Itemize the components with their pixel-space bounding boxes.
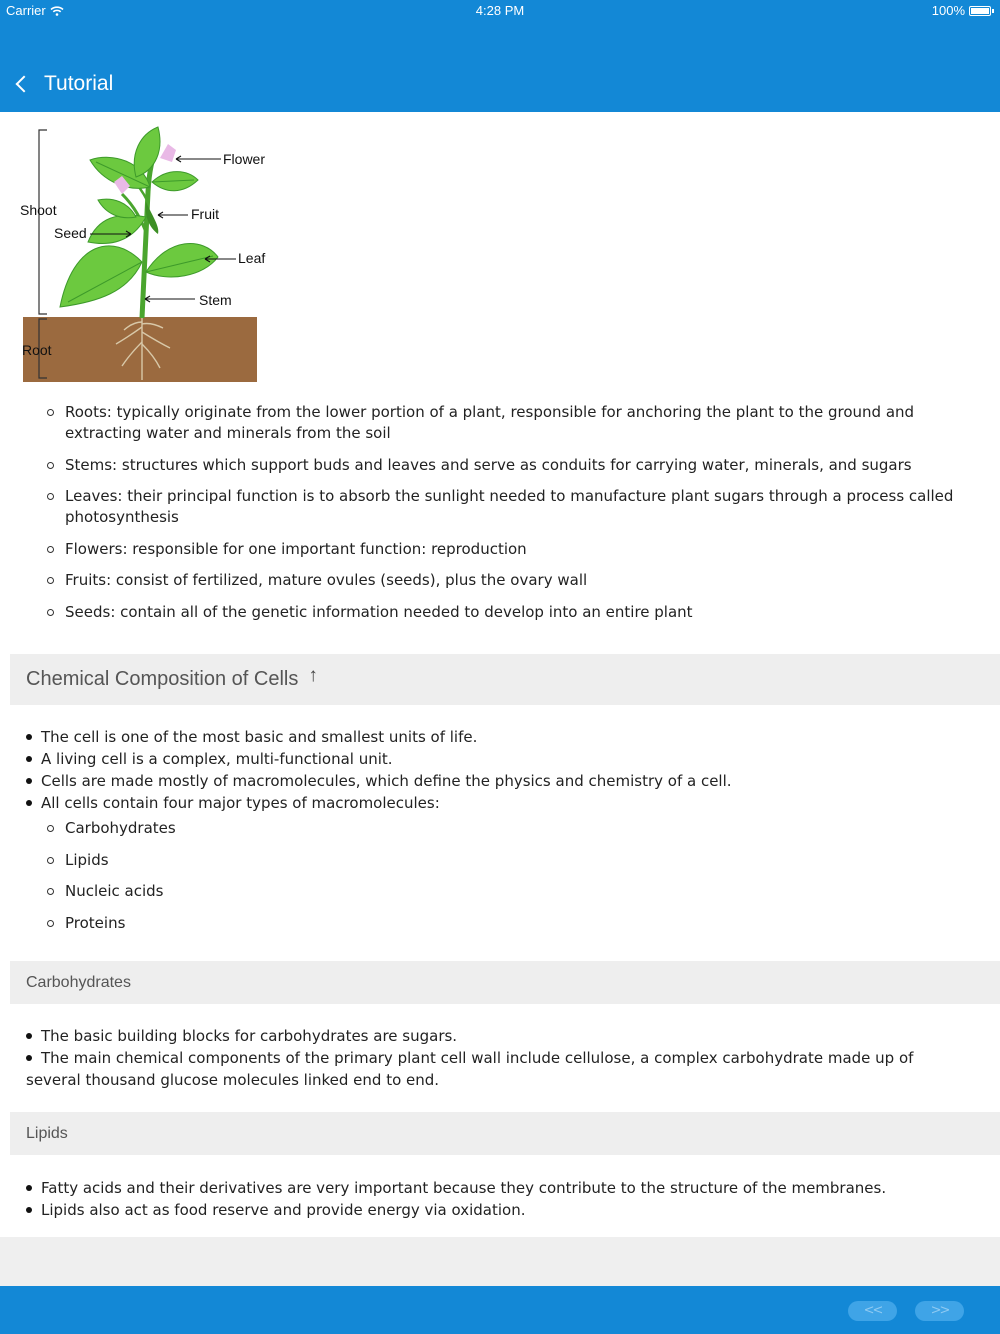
list-item: Fruits: consist of fertilized, mature ovules (seeds), plus the ovary wall (0, 570, 1000, 591)
section-header-chemical-composition[interactable] (10, 654, 1000, 705)
soil-block (23, 317, 257, 382)
top-bar (0, 0, 1000, 112)
flower-label: Flower (223, 151, 266, 167)
chem-bullet-list (0, 726, 1000, 814)
battery-tip (992, 9, 994, 13)
seed-label: Seed (54, 225, 87, 241)
macromolecule-list (0, 818, 1000, 944)
list-item: Roots: typically originate from the lower portion of a plant, responsible for anchoring the plant to the ground and extracting water and minerals from the soil (0, 402, 1000, 444)
plant-parts-list (0, 402, 1000, 633)
list-item: The main chemical components of the primary plant cell wall include cellulose, a complex carbohydrate made up of several thousand glucose molecules linked end to end. (0, 1047, 1000, 1091)
section-header-lipids (10, 1112, 1000, 1155)
list-item: Lipids also act as food reserve and provide energy via oxidation. (0, 1199, 1000, 1221)
lipids-bullet-list (0, 1177, 1000, 1221)
plant-parts-diagram (18, 122, 278, 384)
previous-page-button[interactable] (848, 1301, 897, 1321)
battery-percent: 100% (931, 3, 965, 18)
leaf-label: Leaf (238, 250, 266, 266)
stem-label: Stem (199, 292, 232, 308)
arrow-up-icon[interactable]: ↑ (308, 664, 318, 686)
list-item: Lipids (0, 850, 1000, 871)
list-item: Stems: structures which support buds and leaves and serve as conduits for carrying water, minerals, and sugars (0, 455, 1000, 476)
back-button[interactable] (14, 72, 113, 96)
list-item: Nucleic acids (0, 881, 1000, 902)
chevron-left-icon (16, 76, 33, 93)
section-title: Carbohydrates (26, 973, 131, 991)
list-item: Seeds: contain all of the genetic information needed to develop into an entire plant (0, 602, 1000, 623)
double-chevron-right-icon: >> (930, 1303, 949, 1318)
shoot-label: Shoot (20, 202, 57, 218)
list-item: Fatty acids and their derivatives are very important because they contribute to the structure of the membranes. (0, 1177, 1000, 1199)
battery-icon (969, 6, 991, 16)
double-chevron-left-icon: << (863, 1303, 882, 1318)
list-item: Proteins (0, 913, 1000, 934)
fruit-label: Fruit (191, 206, 219, 222)
section-title: Lipids (26, 1124, 68, 1142)
list-item: Leaves: their principal function is to absorb the sunlight needed to manufacture plant sugars through a process called photosynthesis (0, 486, 1000, 528)
carrier-label: Carrier (6, 3, 46, 18)
next-page-button[interactable] (915, 1301, 964, 1321)
carb-bullet-list (0, 1025, 1000, 1091)
list-item: Cells are made mostly of macromolecules, which define the physics and chemistry of a cell. (0, 770, 1000, 792)
content-footer (0, 1237, 1000, 1286)
bottom-toolbar (0, 1286, 1000, 1334)
list-item: Carbohydrates (0, 818, 1000, 839)
back-button-label: Tutorial (44, 72, 114, 95)
clock: 4:28 PM (475, 3, 525, 18)
section-header-carbohydrates (10, 961, 1000, 1004)
root-label: Root (22, 342, 52, 358)
tutorial-content[interactable] (0, 112, 1000, 1286)
list-item: The basic building blocks for carbohydrates are sugars. (0, 1025, 1000, 1047)
section-title: Chemical Composition of Cells (26, 668, 299, 690)
list-item: Flowers: responsible for one important function: reproduction (0, 539, 1000, 560)
list-item: The cell is one of the most basic and smallest units of life. (0, 726, 1000, 748)
list-item: All cells contain four major types of macromolecules: (0, 792, 1000, 814)
shoot-bracket (39, 130, 47, 314)
status-bar (0, 0, 1000, 22)
list-item: A living cell is a complex, multi-functional unit. (0, 748, 1000, 770)
battery-indicator (932, 3, 994, 18)
